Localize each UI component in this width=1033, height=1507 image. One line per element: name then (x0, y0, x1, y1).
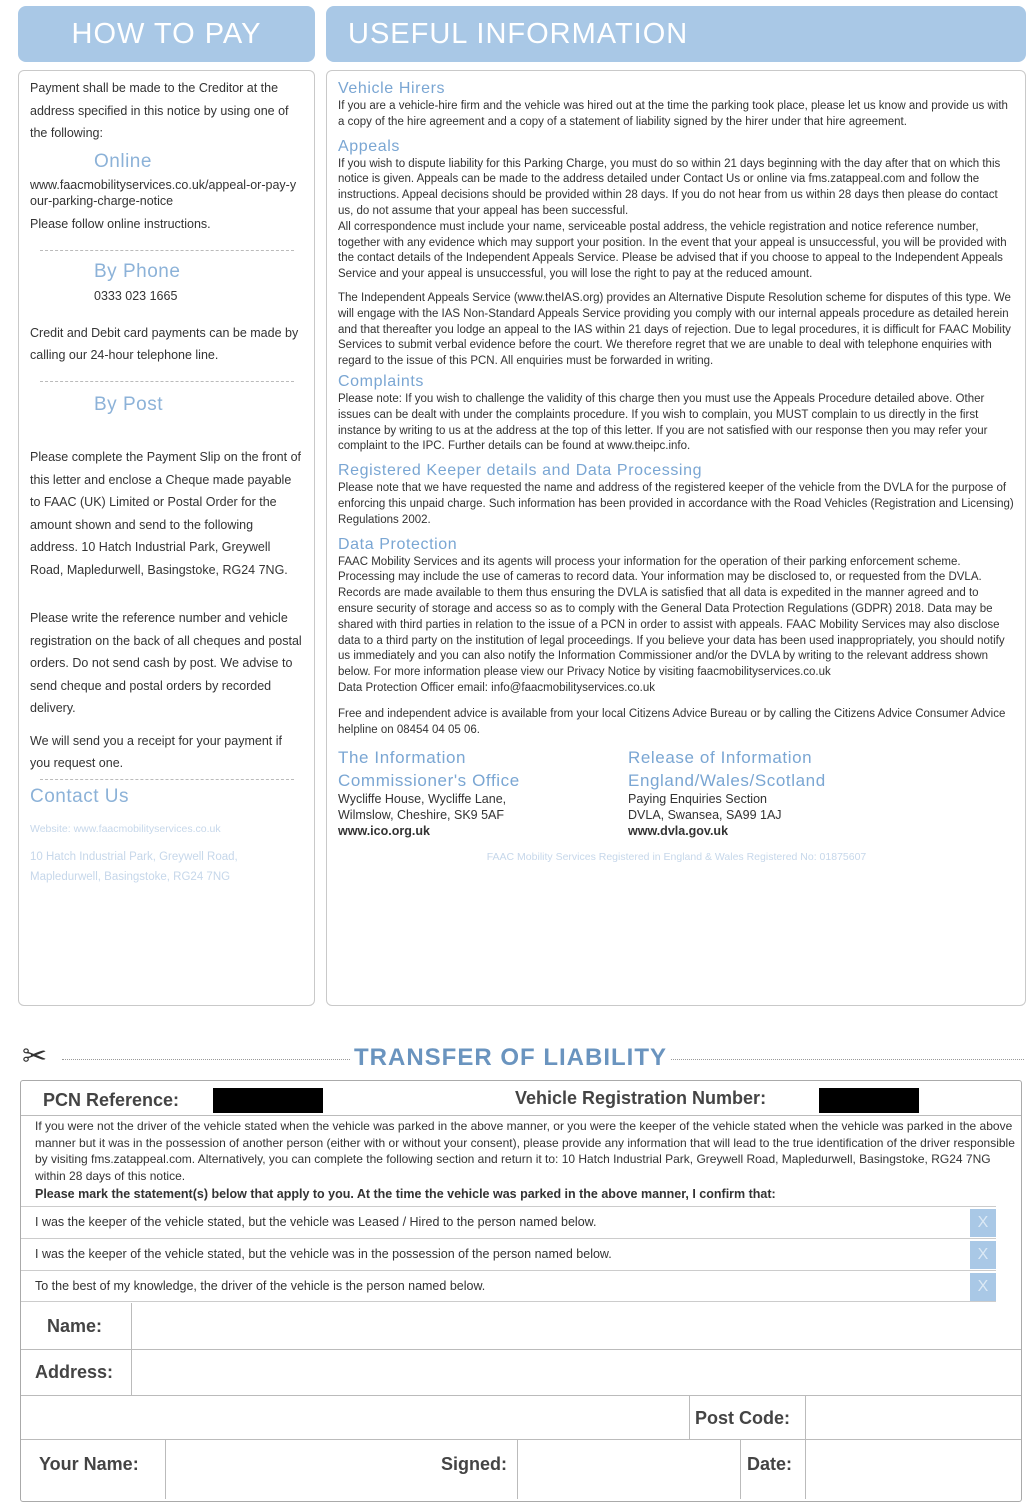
phone-text: Credit and Debit card payments can be made by calling our 24-hour telephone line. (30, 325, 299, 362)
statement-text: I was the keeper of the vehicle stated, but the vehicle was Leased / Hired to the person named below. (35, 1215, 597, 1229)
post-text-1: Please complete the Payment Slip on the front of this letter and enclose a Cheque made payable to FAAC (UK) Limited or Postal Order for the amount shown and send to the following address. 10 Hatch Industrial Park, Greywell Road, Mapledurwell, Basingstoke, RG24 7NG. (30, 450, 301, 577)
scissors-icon: ✂ (22, 1040, 48, 1073)
release-block (628, 746, 826, 839)
phone-heading: By Phone (94, 260, 181, 282)
contacts-columns (338, 746, 1015, 839)
useful-information-header (326, 6, 1026, 62)
contact-website: Website: www.faacmobilityservices.co.uk (30, 823, 221, 835)
registration-footer: FAAC Mobility Services Registered in England & Wales Registered No: 01875607 (486, 850, 867, 863)
your-name-label: Your Name: (39, 1454, 139, 1474)
phone-number: 0333 023 1665 (94, 289, 178, 303)
divider (40, 779, 294, 780)
how-to-pay-header (18, 6, 315, 62)
payment-intro: Payment shall be made to the Creditor at the address specified in this notice by using one of the following: (30, 81, 289, 140)
statement-row[interactable] (21, 1206, 996, 1237)
ico-address-1: Wycliffe House, Wycliffe Lane, (338, 792, 507, 807)
ico-address-2: Wilmslow, Cheshire, SK9 5AF (338, 808, 505, 823)
transfer-of-liability-title: TRANSFER OF LIABILITY (350, 1044, 671, 1072)
post-heading: By Post (94, 393, 163, 415)
divider (40, 381, 294, 382)
data-protection-officer: Data Protection Officer email: info@faacmobilityservices.co.uk (338, 681, 655, 694)
statement-text: To the best of my knowledge, the driver of the vehicle is the person named below. (35, 1279, 486, 1293)
post-text-2: Please write the reference number and vehicle registration on the back of all cheques and postal orders. Do not send cash by post. We advise to send cheque and postal orders by recorded delivery. (30, 611, 302, 715)
your-name-field[interactable] (165, 1439, 436, 1499)
date-field[interactable] (805, 1439, 1020, 1499)
appeals-text-1: If you wish to dispute liability for this Parking Charge, you must do so within 21 days beginning with the day after that on which this notice is given. Appeals can be made to the address detailed under Contact Us or online via fms.zatappeal.com and follow the instructions. Appeal decisions should be provided within 28 days. If you do not hear from us within 28 days then please do contact us, do not assume that your appeal has been successful. (338, 157, 1001, 217)
release-address-2: DVLA, Swansea, SA99 1AJ (628, 808, 782, 823)
ico-website[interactable]: www.ico.org.uk (338, 823, 430, 838)
keeper-heading: Registered Keeper details and Data Processing (338, 462, 703, 480)
statement-row[interactable] (21, 1238, 996, 1269)
complaints-text: Please note: If you wish to challenge the validity of this charge then you must use the Appeals Procedure detailed above. Other issues can be dealt with under the complaints procedure. If you wish to complain, you MUST complain to us directly in the first instance by writing to us at the address at the top of this letter. If you are not satisfied with our response then you may refer your complaint to the IPC. Further details can be found at www.theipc.info. (338, 392, 988, 453)
hirers-text: If you are a vehicle-hire firm and the vehicle was hired out at the time the parking took place, please let us know and provide us with a copy of the hire agreement and a copy of a statement of liability signed by the hirer under that hire agreement. (338, 100, 1008, 128)
release-title-2: England/Wales/Scotland (628, 771, 826, 791)
ico-title-2: Commissioner's Office (338, 771, 520, 791)
release-website[interactable]: www.dvla.gov.uk (628, 823, 729, 838)
transfer-of-liability-form (20, 1080, 1022, 1502)
useful-information-title: USEFUL INFORMATION (348, 17, 689, 50)
vehicle-registration-redacted (819, 1088, 919, 1113)
divider (40, 250, 294, 251)
transfer-intro: If you were not the driver of the vehicle stated when the vehicle was parked in the above manner, or you were the keeper of the vehicle stated when the vehicle was parked in the above manner but it was in the possession of another person (either with or without your consent), please provide any information that will lead to the true identification of the driver responsible by visiting fms.zatappeal.com. Alternatively, you can complete the following section and return it to: 10 Hatch Industrial Park, Greywell Road, Mapledurwell, Basingstoke, RG24 7NG within 28 days of this notice. (35, 1119, 1015, 1183)
date-label: Date: (747, 1454, 793, 1474)
contact-heading: Contact Us (30, 785, 129, 807)
signature-field[interactable] (517, 1439, 741, 1499)
name-label: Name: (47, 1316, 103, 1336)
data-protection-text: FAAC Mobility Services and its agents will process your information for the operation of their parking enforcement scheme. Processing may include the use of cameras to record data. Your information may be disclosed to, or requested from the DVLA. Records are made available to them thus ensuring the DVLA is satisfied that all data is expedited in the manner agreed and to ensure security of storage and access so as to comply with the General Data Protection Regulations (GDPR) 2018. Data may be shared with third parties in relation to the issue of a PCN in order to assist with appeals. FAAC Mobility Services may also disclose data to a third party on the institution of legal proceedings. If you believe your data has been used inappropriately, you should notify us immediately and you can also notify the Information Commissioner and/or the DVLA by writing to the relevant address shown below. For more information please view our Privacy Notice by visiting faacmobilityservices.co.uk (338, 555, 1005, 679)
appeals-text-3: The Independent Appeals Service (www.theIAS.org) provides an Alternative Dispute Resolution scheme for disputes of this type. We will engage with the IAS Non-Standard Appeals Service providing you comply with our internal appeals procedure as detailed herein and that thereafter you lodge an appeal to the IAS within 21 days of rejection. Due to legal procedures, it is difficult for FAAC Mobility Services to submit verbal evidence before the court. We therefore regret that we are unable to deal with telephone enquiries with regard to the issue of this PCN. All enquiries must be forwarded in writing. (338, 291, 1011, 368)
post-text-3: We will send you a receipt for your payment if you request one. (30, 733, 282, 770)
release-address-1: Paying Enquiries Section (628, 792, 767, 807)
vehicle-registration-label: Vehicle Registration Number: (515, 1088, 767, 1108)
divider (689, 1395, 690, 1439)
online-instructions: Please follow online instructions. (30, 217, 211, 231)
pcn-reference-redacted (213, 1088, 323, 1113)
complaints-heading: Complaints (338, 372, 425, 390)
post-code-field[interactable] (805, 1395, 1020, 1439)
mark-prompt: Please mark the statement(s) below that apply to you. At the time the vehicle was parked in the above manner, I confirm that: (35, 1187, 776, 1201)
divider (21, 1115, 1021, 1116)
checkbox-mark[interactable]: X (970, 1273, 996, 1301)
how-to-pay-title: HOW TO PAY (71, 17, 262, 50)
useful-information-panel (326, 70, 1026, 1006)
name-field[interactable] (131, 1303, 1020, 1349)
statement-text: I was the keeper of the vehicle stated, but the vehicle was in the possession of the person named below. (35, 1247, 612, 1261)
appeals-text-2: All correspondence must include your name, serviceable postal address, the vehicle registration and notice reference number, together with any evidence which may support your position. In the event that your appeal is unsuccessful, you will be provided with the contact details of the Independent Appeals Service. Please be advised that if you choose to appeal to the Independent Appeals Service and your appeal is unsuccessful, you will lose the right to pay at the reduced amount. (338, 220, 1007, 281)
online-url[interactable]: www.faacmobilityservices.co.uk/appeal-or-pay-your-parking-charge-notice (30, 178, 297, 208)
ico-block (338, 746, 628, 839)
data-protection-heading: Data Protection (338, 535, 458, 553)
advice-text: Free and independent advice is available from your local Citizens Advice Bureau or by calling the Citizens Advice Consumer Advice helpline on 08454 04 05 06. (338, 707, 1006, 736)
contact-address: 10 Hatch Industrial Park, Greywell Road, Mapledurwell, Basingstoke, RG24 7NG (30, 850, 238, 883)
statement-row[interactable] (21, 1270, 996, 1302)
hirers-heading: Vehicle Hirers (338, 80, 446, 97)
address-label: Address: (35, 1362, 114, 1382)
release-title-1: Release of Information (628, 748, 813, 768)
keeper-text: Please note that we have requested the name and address of the registered keeper of the vehicle from the DVLA for the purpose of enforcing this unpaid charge. Such information has been provided in accordance with the Road Vehicles (Registration and Licensing) Regulations 2002. (338, 482, 1014, 526)
pcn-reference-label: PCN Reference: (43, 1090, 180, 1110)
address-field[interactable] (131, 1349, 1020, 1395)
checkbox-mark[interactable]: X (970, 1209, 996, 1237)
signed-label: Signed: (441, 1454, 507, 1474)
ico-title-1: The Information (338, 748, 467, 768)
how-to-pay-panel (18, 70, 315, 1006)
checkbox-mark[interactable]: X (970, 1241, 996, 1269)
post-code-label: Post Code: (695, 1408, 791, 1428)
appeals-heading: Appeals (338, 137, 401, 155)
online-heading: Online (94, 150, 152, 172)
